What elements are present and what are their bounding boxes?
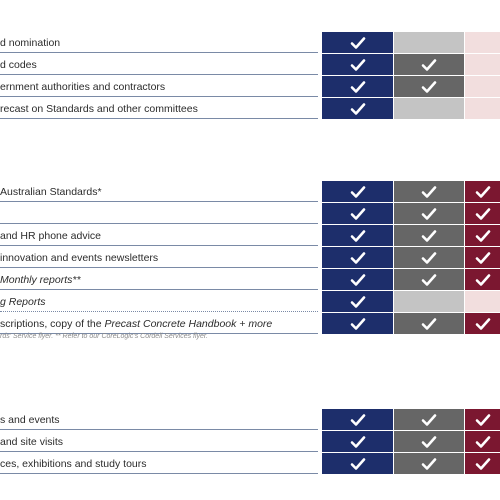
tier-3-cell (465, 247, 500, 268)
row-label: s and events (0, 414, 60, 426)
tier-2-cell (394, 269, 464, 290)
row-divider (0, 289, 318, 290)
row-divider (0, 96, 318, 97)
table-row (0, 313, 500, 335)
checkmark-icon (475, 412, 491, 428)
table-row (0, 98, 500, 120)
tier-1-cell (322, 313, 393, 334)
tier-3-cell (465, 291, 500, 312)
checkmark-icon (350, 101, 366, 117)
row-divider (0, 74, 318, 75)
checkmark-icon (350, 79, 366, 95)
checkmark-icon (421, 57, 437, 73)
checkmark-icon (475, 316, 491, 332)
checkmark-icon (350, 35, 366, 51)
row-label (0, 272, 318, 288)
checkmark-icon (350, 228, 366, 244)
tier-2-cell (394, 181, 464, 202)
tier-1-cell (322, 98, 393, 119)
tier-1-cell (322, 453, 393, 474)
row-label-italic: Monthly reports** (0, 274, 81, 286)
checkmark-icon (475, 206, 491, 222)
row-label: and site visits (0, 436, 64, 448)
checkmark-icon (475, 184, 491, 200)
row-label-italic: g Reports (0, 296, 46, 308)
checkmark-icon (475, 272, 491, 288)
tier-2-cell (394, 431, 464, 452)
tier-3-cell (465, 313, 500, 334)
tier-1-cell (322, 54, 393, 75)
checkmark-icon (421, 184, 437, 200)
handbook-title: Precast Concrete Handbook + more (104, 318, 273, 330)
table-row (0, 269, 500, 291)
tier-3-cell (465, 269, 500, 290)
row-label: d nomination (0, 37, 61, 49)
tier-1-cell (322, 409, 393, 430)
row-divider (0, 245, 318, 246)
tier-2-cell (394, 54, 464, 75)
tier-3-cell (465, 76, 500, 97)
checkmark-icon (350, 412, 366, 428)
tier-3-cell (465, 409, 500, 430)
row-divider (0, 52, 318, 53)
table-row (0, 453, 500, 475)
tier-2-cell (394, 76, 464, 97)
checkmark-icon (421, 206, 437, 222)
row-divider (0, 311, 318, 312)
table-row (0, 54, 500, 76)
row-label: and HR phone advice (0, 230, 101, 242)
tier-1-cell (322, 225, 393, 246)
tier-3-cell (465, 32, 500, 53)
tier-1-cell (322, 203, 393, 224)
row-label (0, 316, 318, 332)
row-label: Australian Standards* (0, 186, 102, 198)
row-divider (0, 267, 318, 268)
tier-2-cell (394, 247, 464, 268)
checkmark-icon (350, 294, 366, 310)
tier-3-cell (465, 203, 500, 224)
tier-1-cell (322, 269, 393, 290)
tier-2-cell (394, 453, 464, 474)
row-divider (0, 429, 318, 430)
tier-1-cell (322, 291, 393, 312)
checkmark-icon (350, 316, 366, 332)
table-row (0, 181, 500, 203)
checkmark-icon (475, 456, 491, 472)
row-divider (0, 473, 318, 474)
tier-3-cell (465, 431, 500, 452)
row-divider (0, 223, 318, 224)
checkmark-icon (350, 206, 366, 222)
checkmark-icon (421, 250, 437, 266)
tier-1-cell (322, 32, 393, 53)
tier-3-cell (465, 181, 500, 202)
table-row (0, 247, 500, 269)
tier-1-cell (322, 76, 393, 97)
tier-3-cell (465, 54, 500, 75)
table-row (0, 32, 500, 54)
row-label: ernment authorities and contractors (0, 81, 166, 93)
tier-2-cell (394, 32, 464, 53)
table-row (0, 291, 500, 313)
row-label: recast on Standards and other committees (0, 103, 198, 115)
table-row (0, 225, 500, 247)
checkmark-icon (350, 250, 366, 266)
checkmark-icon (421, 412, 437, 428)
checkmark-icon (350, 456, 366, 472)
tier-1-cell (322, 181, 393, 202)
checkmark-icon (421, 272, 437, 288)
checkmark-icon (350, 57, 366, 73)
checkmark-icon (421, 434, 437, 450)
table-row (0, 431, 500, 453)
checkmark-icon (421, 79, 437, 95)
checkmark-icon (350, 434, 366, 450)
tier-1-cell (322, 247, 393, 268)
row-divider (0, 451, 318, 452)
tier-2-cell (394, 225, 464, 246)
row-divider (0, 201, 318, 202)
tier-3-cell (465, 98, 500, 119)
checkmark-icon (475, 228, 491, 244)
tier-2-cell (394, 98, 464, 119)
row-label: d codes (0, 59, 37, 71)
tier-3-cell (465, 225, 500, 246)
footnote: rds' Service flyer. ** Refer to our CoreLogic's Cordell Services flyer. (0, 333, 208, 340)
tier-2-cell (394, 291, 464, 312)
row-label: ces, exhibitions and study tours (0, 458, 147, 470)
tier-2-cell (394, 409, 464, 430)
tier-2-cell (394, 203, 464, 224)
checkmark-icon (350, 184, 366, 200)
row-divider (0, 118, 318, 119)
tier-3-cell (465, 453, 500, 474)
table-row (0, 203, 500, 225)
row-label: innovation and events newsletters (0, 252, 159, 264)
row-label (0, 294, 318, 310)
checkmark-icon (421, 456, 437, 472)
checkmark-icon (475, 434, 491, 450)
table-row (0, 409, 500, 431)
checkmark-icon (350, 272, 366, 288)
checkmark-icon (475, 250, 491, 266)
tier-1-cell (322, 431, 393, 452)
checkmark-icon (421, 228, 437, 244)
tier-2-cell (394, 313, 464, 334)
row-label-text: scriptions, copy of the (0, 318, 105, 330)
table-row (0, 76, 500, 98)
checkmark-icon (421, 316, 437, 332)
